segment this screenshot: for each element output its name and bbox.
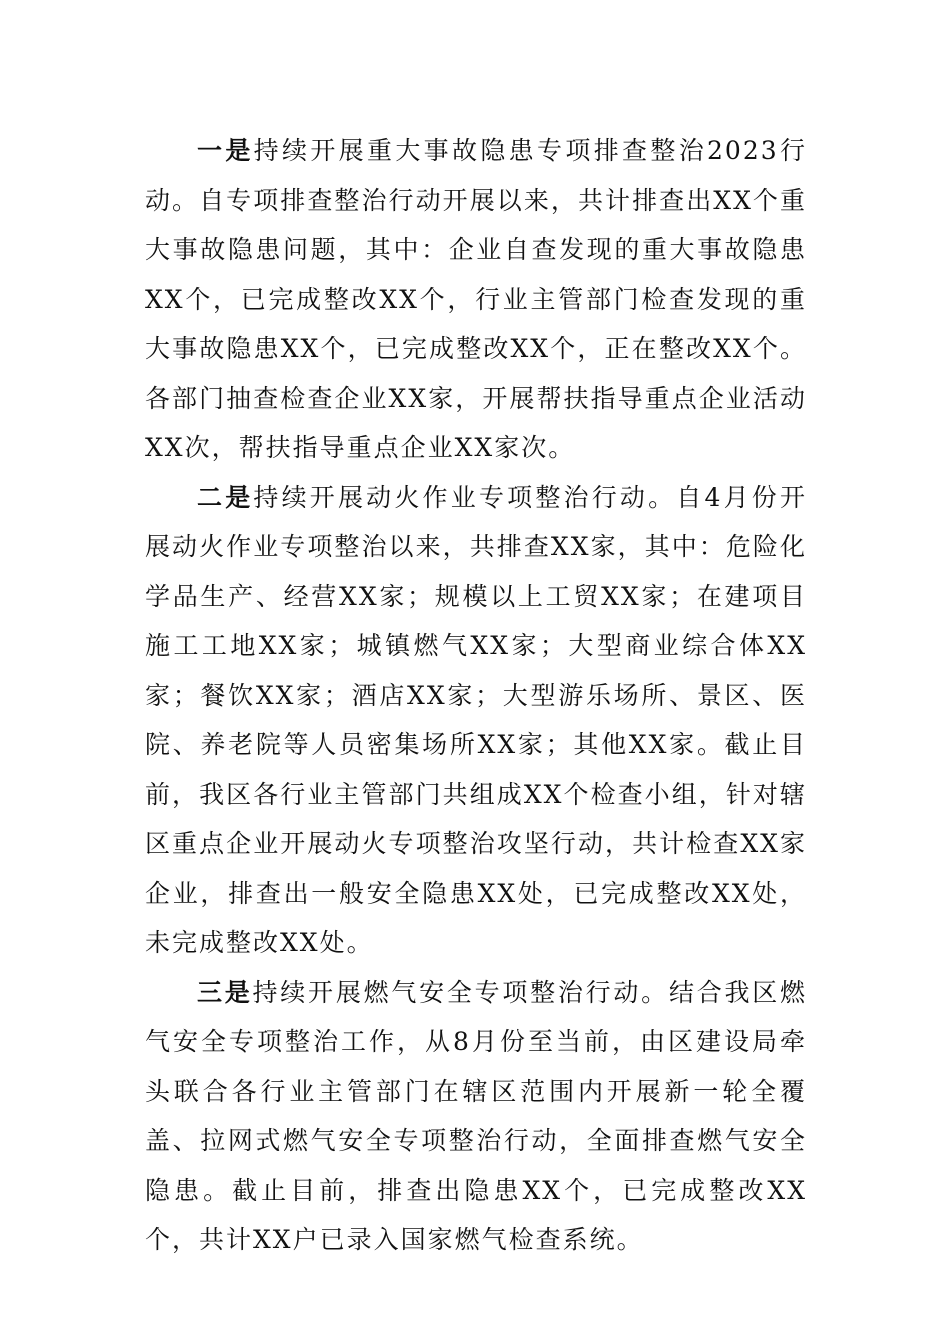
paragraph-3 [145, 968, 807, 1265]
paragraph-2 [145, 473, 807, 968]
paragraph-2-lead: 二是 [197, 482, 254, 512]
paragraph-3-lead: 三是 [197, 977, 253, 1007]
document-body [145, 126, 807, 1265]
paragraph-1-text: 持续开展重大事故隐患专项排查整治2023行动。自专项排查整治行动开展以来，共计排查出XX个重大事故隐患问题，其中：企业自查发现的重大事故隐患XX个，已完成整改XX个，行业主管部门检查发现的重大事故隐患XX个，已完成整改XX个，正在整改XX个。各部门抽查检查企业XX家，开展帮扶指导重点企业活动XX次，帮扶指导重点企业XX家次。 [145, 136, 807, 462]
paragraph-1 [145, 126, 807, 473]
paragraph-2-text: 持续开展动火作业专项整治行动。自4月份开展动火作业专项整治以来，共排查XX家，其中：危险化学品生产、经营XX家；规模以上工贸XX家；在建项目施工工地XX家；城镇燃气XX家；大型商业综合体XX家；餐饮XX家；酒店XX家；大型游乐场所、景区、医院、养老院等人员密集场所XX家；其他XX家。截止目前，我区各行业主管部门共组成XX个检查小组，针对辖区重点企业开展动火专项整治攻坚行动，共计检查XX家企业，排查出一般安全隐患XX处，已完成整改XX处，未完成整改XX处。 [145, 482, 807, 957]
paragraph-3-text: 持续开展燃气安全专项整治行动。结合我区燃气安全专项整治工作，从8月份至当前，由区建设局牵头联合各行业主管部门在辖区范围内开展新一轮全覆盖、拉网式燃气安全专项整治行动，全面排查燃气安全隐患。截止目前，排查出隐患XX个，已完成整改XX个，共计XX户已录入国家燃气检查系统。 [145, 977, 807, 1254]
paragraph-1-lead: 一是 [197, 136, 254, 165]
